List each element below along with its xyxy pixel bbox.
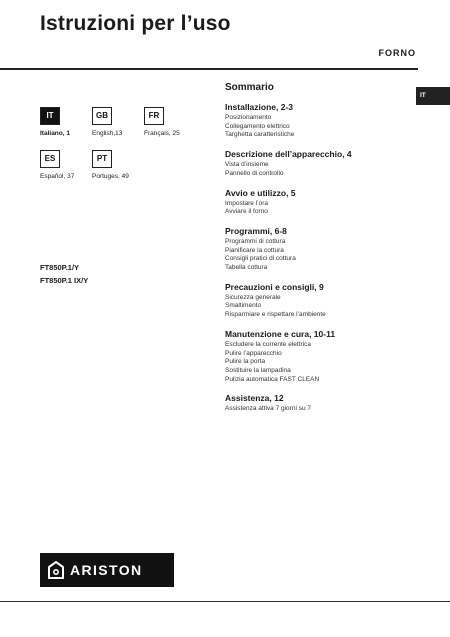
language-caption: Español, 37 (40, 173, 75, 180)
toc-entry[interactable]: Consigli pratici di cottura (225, 255, 296, 263)
toc-section-assistenza (225, 393, 425, 414)
language-code-box[interactable]: FR (144, 107, 164, 125)
table-of-contents (225, 82, 425, 423)
toc-entry[interactable]: Impostare l’ora (225, 199, 268, 207)
toc-section-descrizione (225, 149, 425, 178)
toc-entry[interactable]: Posizionamento (225, 114, 272, 121)
language-code-box[interactable]: IT (40, 107, 60, 125)
toc-entry[interactable]: Sostituire la lampadina (225, 366, 291, 374)
language-item-fr[interactable] (144, 107, 180, 137)
toc-section-manutenzione (225, 329, 425, 385)
toc-section-title[interactable]: Manutenzione e cura, 10-11 (225, 328, 336, 339)
toc-entry[interactable]: Programmi di cottura (225, 237, 286, 245)
toc-entry[interactable]: Risparmiare e rispettare l’ambiente (225, 311, 326, 319)
toc-entry[interactable]: Assistenza attiva 7 giorni su 7 (225, 405, 311, 413)
language-caption: English,13 (92, 130, 123, 137)
language-code-box[interactable]: GB (92, 107, 112, 125)
toc-entry[interactable]: Pulire la porta (225, 358, 266, 366)
toc-entry[interactable]: Avviare il forno (225, 208, 268, 216)
language-caption: Portuges, 49 (92, 173, 129, 180)
toc-section-title[interactable]: Installazione, 2-3 (225, 102, 294, 112)
language-item-es[interactable] (40, 150, 74, 180)
header-divider (0, 68, 418, 70)
toc-section-title[interactable]: Assistenza, 12 (225, 393, 284, 404)
ariston-house-icon (48, 561, 64, 579)
language-caption: Français, 25 (144, 130, 180, 137)
toc-entry[interactable]: Pulire l’apparecchio (225, 349, 282, 357)
toc-section-precauzioni (225, 282, 425, 320)
ariston-logo (40, 553, 174, 587)
language-item-it[interactable] (40, 107, 70, 137)
product-type-label: FORNO (378, 48, 416, 58)
toc-section-title[interactable]: Descrizione dell’apparecchio, 4 (225, 149, 352, 160)
toc-section-programmi (225, 226, 425, 273)
toc-section-installazione (225, 102, 425, 140)
language-code-box[interactable]: ES (40, 150, 60, 168)
toc-entry[interactable]: Escludere la corrente elettrica (225, 340, 311, 348)
toc-section-title[interactable]: Programmi, 6-8 (225, 225, 287, 236)
page-title: Istruzioni per l’uso (40, 12, 231, 35)
toc-section-avvio (225, 188, 425, 217)
toc-entry[interactable]: Vista d’insieme (225, 161, 269, 169)
toc-entry[interactable]: Pannello di controllo (225, 169, 284, 177)
language-code-box[interactable]: PT (92, 150, 112, 168)
toc-entry[interactable]: Pianificare la cottura (225, 246, 284, 254)
toc-entry[interactable]: Tabella cottura (225, 264, 268, 272)
toc-entry[interactable]: Sicurezza generale (225, 293, 281, 301)
model-number: FT850P.1/Y (40, 263, 80, 272)
toc-section-title[interactable]: Avvio e utilizzo, 5 (225, 187, 296, 198)
language-item-pt[interactable] (92, 150, 129, 180)
model-number: FT850P.1 IX/Y (40, 276, 89, 285)
model-list (40, 261, 88, 287)
brand-name: ARISTON (70, 562, 143, 578)
language-caption: Italiano, 1 (40, 130, 70, 137)
language-item-gb[interactable] (92, 107, 122, 137)
toc-heading: Sommario (225, 82, 274, 93)
toc-entry[interactable]: Collegamento elettrico (225, 122, 290, 130)
footer-divider (0, 601, 450, 602)
toc-section-title[interactable]: Precauzioni e consigli, 9 (225, 281, 324, 292)
toc-entry[interactable]: Targhetta caratteristiche (225, 131, 295, 139)
toc-entry[interactable]: Smaltimento (225, 302, 262, 310)
language-side-tab: IT (416, 87, 450, 105)
toc-entry[interactable]: Pulizia automatica FAST CLEAN (225, 375, 320, 383)
